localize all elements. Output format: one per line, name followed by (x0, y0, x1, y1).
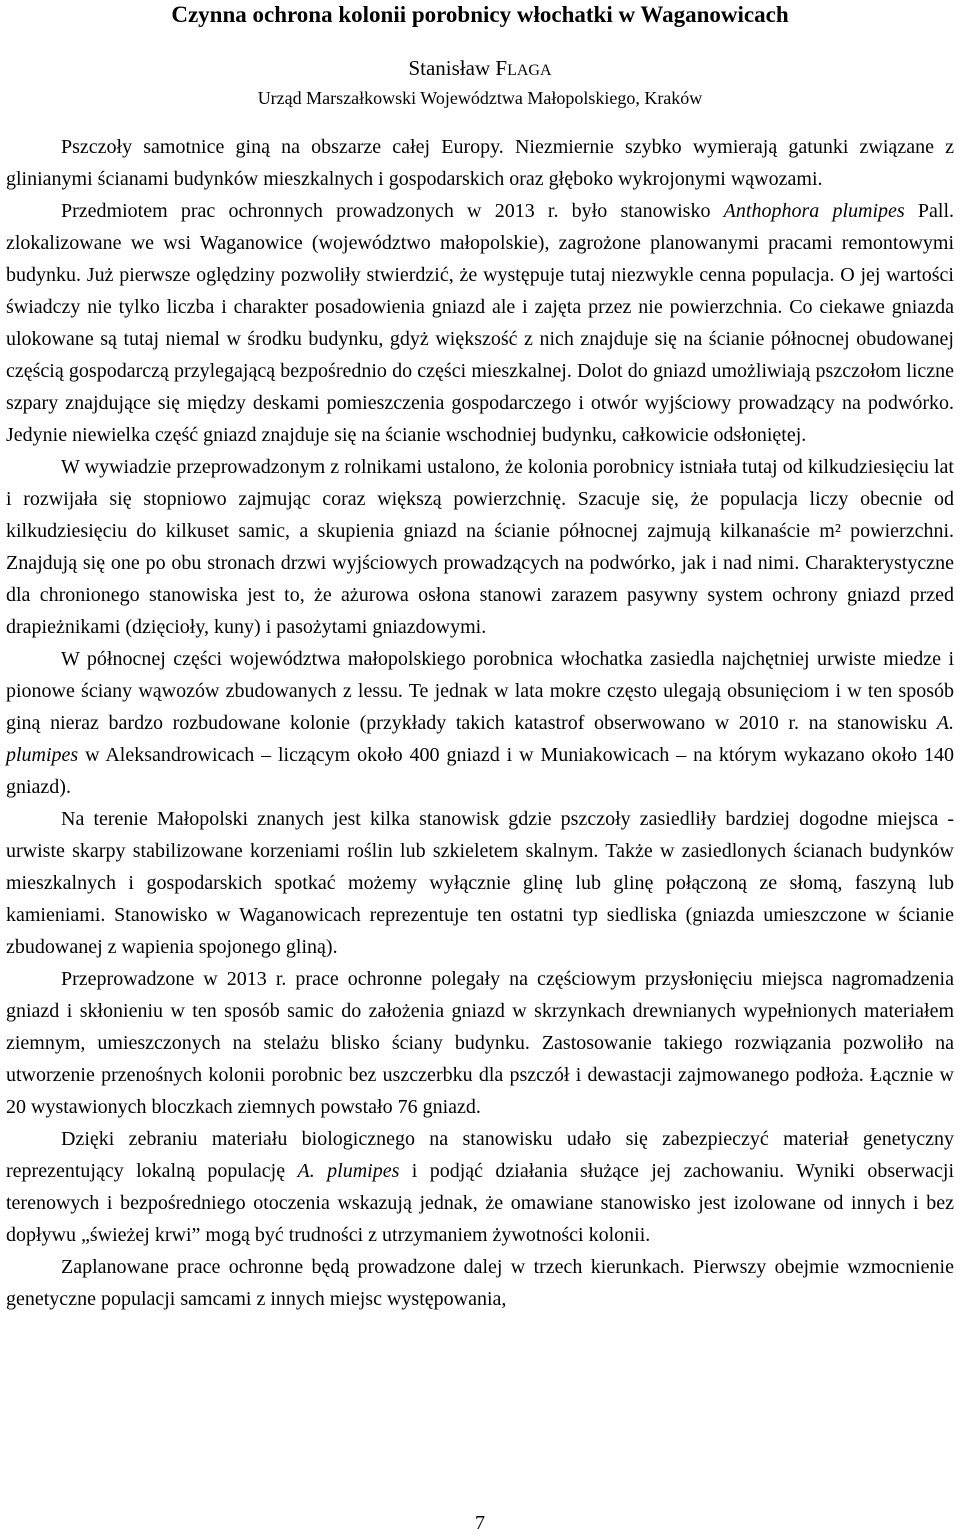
author-last-initial: F (495, 56, 508, 80)
body-paragraph (6, 131, 954, 195)
page-number: 7 (475, 1512, 485, 1534)
body-paragraph (6, 1123, 954, 1251)
paragraph-text: Pall. zlokalizowane we wsi Waganowice (województwo małopolskie), zagrożone planowanymi pracami remontowymi budynku. Już pierwsze oględziny pozwoliły stwierdzić, że występuje tutaj niezwykle cenna populacja. O jej wartości świadczy nie tylko liczba i charakter posadowienia gniazd ale i zajęta przez nie powierzchnia. Co ciekawe gniazda ulokowane są tutaj niemal w środku budynku, gdyż większość z nich znajduje się na ścianie północnej obudowanej częścią gospodarczą przylegającą bezpośrednio do części mieszkalnej. Dolot do gniazd umożliwiają pszczołom liczne szpary znajdujące się między deskami pomieszczenia gospodarczego i otwór wyjściowy prowadzący na podwórko. Jedynie niewielka część gniazd znajduje się na ścianie wschodniej budynku, całkowicie odsłoniętej. (6, 200, 954, 446)
body-paragraph (6, 963, 954, 1123)
paragraph-text: w Aleksandrowicach – liczącym około 400 gniazd i w Muniakowicach – na którym wykazano około 140 gniazd). (6, 744, 954, 798)
author-last-rest: LAGA (507, 62, 552, 79)
body-paragraph (6, 451, 954, 643)
document-page (6, 0, 954, 1315)
paragraph-text: Przedmiotem prac ochronnych prowadzonych w 2013 r. było stanowisko (61, 200, 724, 222)
paragraph-text: W północnej części województwa małopolskiego porobnica włochatka zasiedla najchętniej urwiste miedze i pionowe ściany wąwozów zbudowanych z lessu. Te jednak w lata mokre często ulegają obsunięciom i w ten sposób giną nieraz bardzo rozbudowane kolonie (przykłady takich katastrof obserwowano w 2010 r. na stanowisku (6, 648, 954, 734)
body-paragraph (6, 803, 954, 963)
author-affiliation: Urząd Marszałkowski Województwa Małopolskiego, Kraków (257, 88, 703, 108)
article-title: Czynna ochrona kolonii porobnicy włochatki w Waganowicach (171, 2, 789, 27)
article-body (6, 131, 954, 1315)
paragraph-text: Pszczoły samotnice giną na obszarze całej Europy. Niezmiernie szybko wymierają gatunki związane z glinianymi ścianami budynków mieszkalnych i gospodarskich oraz głęboko wykrojonymi wąwozami. (6, 136, 954, 190)
species-name: A. plumipes (297, 1160, 400, 1182)
species-name: A. plumipes (6, 712, 954, 766)
author-name (6, 56, 954, 83)
body-paragraph (6, 643, 954, 803)
paragraph-text: i podjąć działania służące jej zachowaniu. Wyniki obserwacji terenowych i bezpośredniego otoczenia wskazują jednak, że omawiane stanowisko jest izolowane od innych i bez dopływu „świeżej krwi” mogą być trudności z utrzymaniem żywotności kolonii. (6, 1160, 955, 1246)
paragraph-text: Na terenie Małopolski znanych jest kilka stanowisk gdzie pszczoły zasiedliły bardziej dogodne miejsca - urwiste skarpy stabilizowane korzeniami roślin lub szkieletem skalnym. Także w zasiedlonych ścianach budynków mieszkalnych i gospodarskich spotkać możemy wyłącznie glinę lub glinę połączoną ze słomą, faszyną lub kamieniami. Stanowisko w Waganowicach reprezentuje ten ostatni typ siedliska (gniazda umieszczone w ścianie zbudowanej z wapienia spojonego gliną). (6, 808, 954, 958)
body-paragraph (6, 195, 954, 451)
author-first-name: Stanisław (408, 56, 496, 80)
species-name: Anthophora plumipes (723, 200, 905, 222)
body-paragraph (6, 1251, 954, 1315)
paragraph-text: W wywiadzie przeprowadzonym z rolnikami ustalono, że kolonia porobnicy istniała tutaj od kilkudziesięciu lat i rozwijała się stopniowo zajmując coraz większą powierzchnię. Szacuje się, że populacja liczy obecnie od kilkudziesięciu do kilkuset samic, a skupienia gniazd na ścianie północnej zajmują kilkanaście m² powierzchni. Znajdują się one po obu stronach drzwi wyjściowych prowadzących na podwórko, jak i nad nimi. Charakterystyczne dla chronionego stanowiska jest to, że ażurowa osłona stanowi zarazem pasywny system ochrony gniazd przed drapieżnikami (dzięcioły, kuny) i pasożytami gniazdowymi. (6, 456, 954, 638)
paragraph-text: Przeprowadzone w 2013 r. prace ochronne polegały na częściowym przysłonięciu miejsca nagromadzenia gniazd i skłonieniu w ten sposób samic do założenia gniazd w skrzynkach drewnianych wypełnionych materiałem ziemnym, umieszczonych na stelażu blisko ściany budynku. Zastosowanie takiego rozwiązania pozwoliło na utworzenie przenośnych kolonii porobnic bez uszczerbku dla pszczół i dewastacji zajmowanego podłoża. Łącznie w 20 wystawionych bloczkach ziemnych powstało 76 gniazd. (6, 968, 954, 1118)
paragraph-text: Zaplanowane prace ochronne będą prowadzone dalej w trzech kierunkach. Pierwszy obejmie wzmocnienie genetyczne populacji samcami z innych miejsc występowania, (6, 1256, 954, 1310)
paragraph-text: Dzięki zebraniu materiału biologicznego na stanowisku udało się zabezpieczyć materiał genetyczny reprezentujący lokalną populację (6, 1128, 954, 1182)
